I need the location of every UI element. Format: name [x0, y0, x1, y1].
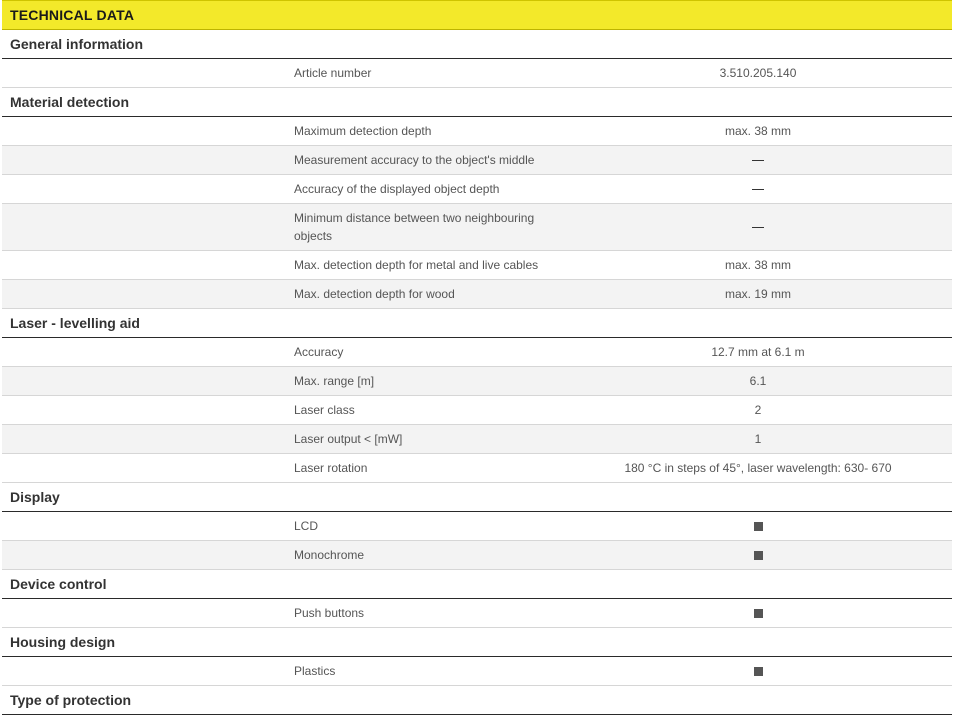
- row-value: max. 19 mm: [724, 287, 791, 301]
- row-label: Accuracy of the displayed object depth: [294, 182, 500, 196]
- table-row: [2, 657, 952, 686]
- row-label: Minimum distance between two neighbouring objects: [294, 211, 535, 243]
- row-value: 3.510.205.140: [719, 66, 797, 80]
- row-label: Max. range [m]: [294, 374, 375, 388]
- row-label: Laser rotation: [294, 461, 368, 475]
- dash-icon: [752, 227, 764, 228]
- table-row: [2, 251, 952, 280]
- table-row: [2, 280, 952, 309]
- table-row: [2, 541, 952, 570]
- table-row: [2, 59, 952, 88]
- table-row: [2, 204, 952, 251]
- row-value: 12.7 mm at 6.1 m: [711, 345, 805, 359]
- row-label: LCD: [294, 519, 319, 533]
- row-label: Accuracy: [294, 345, 344, 359]
- section-header: General information: [2, 30, 952, 59]
- section-header: Type of protection: [2, 686, 952, 715]
- table-row: [2, 599, 952, 628]
- table-row: [2, 338, 952, 367]
- section-header: Laser - levelling aid: [2, 309, 952, 338]
- row-value: 1: [754, 432, 762, 446]
- row-value: 6.1: [749, 374, 767, 388]
- dash-icon: [752, 189, 764, 190]
- square-icon: [754, 551, 763, 560]
- row-value: max. 38 mm: [724, 124, 791, 138]
- technical-data-table: [2, 0, 952, 715]
- square-icon: [754, 522, 763, 531]
- row-value: max. 38 mm: [724, 258, 791, 272]
- section-header: Housing design: [2, 628, 952, 657]
- section-header: Device control: [2, 570, 952, 599]
- row-label: Laser output < [mW]: [294, 432, 403, 446]
- technical-data-title: TECHNICAL DATA: [2, 0, 952, 30]
- row-label: Measurement accuracy to the object's middle: [294, 153, 535, 167]
- table-row: [2, 454, 952, 483]
- row-value: 2: [754, 403, 762, 417]
- row-label: Article number: [294, 66, 372, 80]
- dash-icon: [752, 160, 764, 161]
- row-value: 180 °C in steps of 45°, laser wavelength: 630- 670: [624, 461, 892, 475]
- table-row: [2, 175, 952, 204]
- table-row: [2, 512, 952, 541]
- square-icon: [754, 667, 763, 676]
- square-icon: [754, 609, 763, 618]
- section-header: Material detection: [2, 88, 952, 117]
- row-label: Max. detection depth for metal and live cables: [294, 258, 539, 272]
- section-header: Display: [2, 483, 952, 512]
- table-row: [2, 146, 952, 175]
- row-label: Laser class: [294, 403, 355, 417]
- row-label: Max. detection depth for wood: [294, 287, 455, 301]
- table-row: [2, 396, 952, 425]
- table-row: [2, 367, 952, 396]
- table-row: [2, 117, 952, 146]
- row-label: Monochrome: [294, 548, 365, 562]
- row-label: Maximum detection depth: [294, 124, 432, 138]
- row-label: Plastics: [294, 664, 336, 678]
- table-row: [2, 425, 952, 454]
- row-label: Push buttons: [294, 606, 365, 620]
